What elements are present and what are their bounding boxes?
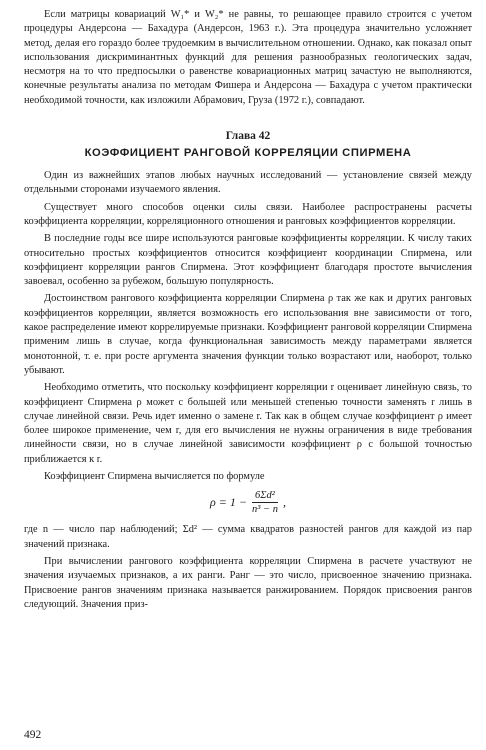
paragraph-7: При вычислении рангового коэффициента корреляции Спирмена в расчете участвуют не значения изучаемых признаков, а их ранги. Ранг — это число, присвоенное значению признака. Присвоение рангов значениям признака называется ранжированием. Порядок присвоения рангов следующий. Значения приз- bbox=[24, 555, 472, 610]
formula-fraction bbox=[249, 490, 281, 515]
formula-lhs: ρ = 1 − bbox=[210, 495, 247, 510]
chapter-number: Глава 42 bbox=[225, 130, 271, 143]
paragraph-6: Коэффициент Спирмена вычисляется по формуле bbox=[44, 471, 265, 483]
formula-numerator: 6Σd² bbox=[252, 490, 278, 503]
intro-paragraph: Если матрицы ковариаций W₁* и W₂* не равны, то решающее правило строится с учетом процедуры Андерсона — Бахадура (Андерсон, 1963 г.). Эта процедура значительно усложняет метод, делая его гораздо более трудоемким в вычислительном отношении. Однако, как показал опыт использования дискриминантных функций для решения разнообразных геологических задач, несмотря на то что предпосылки о равенстве ковариационных матриц зачастую не выполняются, конечные результаты анализа по методам Фишера и Андерсона — Бахадура с учетом практически необходимой точности, как изложили Абрамович, Груза (1972 г.), совпадают. bbox=[24, 9, 472, 106]
book-page bbox=[24, 8, 472, 743]
spearman-formula bbox=[24, 490, 472, 515]
formula-denominator: n³ − n bbox=[251, 504, 278, 516]
chapter-title: КОЭФФИЦИЕНТ РАНГОВОЙ КОРРЕЛЯЦИИ СПИРМЕНА bbox=[84, 147, 412, 160]
page-number: 492 bbox=[24, 729, 42, 741]
paragraph-3: В последние годы все шире используются ранговые коэффициенты корреляции. К числу таких относительно простых коэффициентов относится коэффициент координации Спирмена, или коэффициент корреляции рангов Спирмена. Этот коэффициент благодаря простоте вычисления завоевал, особенно за рубежом, большую популярность. bbox=[24, 233, 472, 288]
paragraph-1: Один из важнейших этапов любых научных исследований — установление связей между отдельными сторонами изучаемого явления. bbox=[24, 170, 472, 196]
paragraph-4: Достоинством рангового коэффициента корреляции Спирмена ρ так же как и других ранговых коэффициентов корреляции, является возможность его использования вне зависимости от того, какое распределение имеют коррелируемые признаки. Коэффициент ранговой корреляции Спирмена применим лишь в случае, когда функциональная зависимость между параметрами является монотонной, т. е. при росте аргумента значения функции только возрастают или, наоборот, только убывают. bbox=[24, 293, 472, 376]
formula-tail: , bbox=[282, 495, 286, 510]
formula-legend: где n — число пар наблюдений; Σd² — сумма квадратов разностей рангов для каждой из пар значений признака. bbox=[24, 524, 472, 550]
paragraph-2: Существует много способов оценки силы связи. Наиболее распространены расчеты коэффициента корреляции, корреляционного отношения и ранговых коэффициентов корреляции. bbox=[24, 201, 472, 227]
paragraph-5: Необходимо отметить, что поскольку коэффициент корреляции r оценивает линейную связь, то коэффициент Спирмена ρ может с большей или меньшей степенью точности заменять r лишь в случае линейной связи. Речь идет именно о замене r. Так как в общем случае коэффициент ρ имеет более широкое применение, чем r, для его вычисления не нужны ограничения в виде требования линейности связи, но в случае линейной зависимости коэффициент ρ с большой точностью приближается к r. bbox=[24, 382, 472, 465]
